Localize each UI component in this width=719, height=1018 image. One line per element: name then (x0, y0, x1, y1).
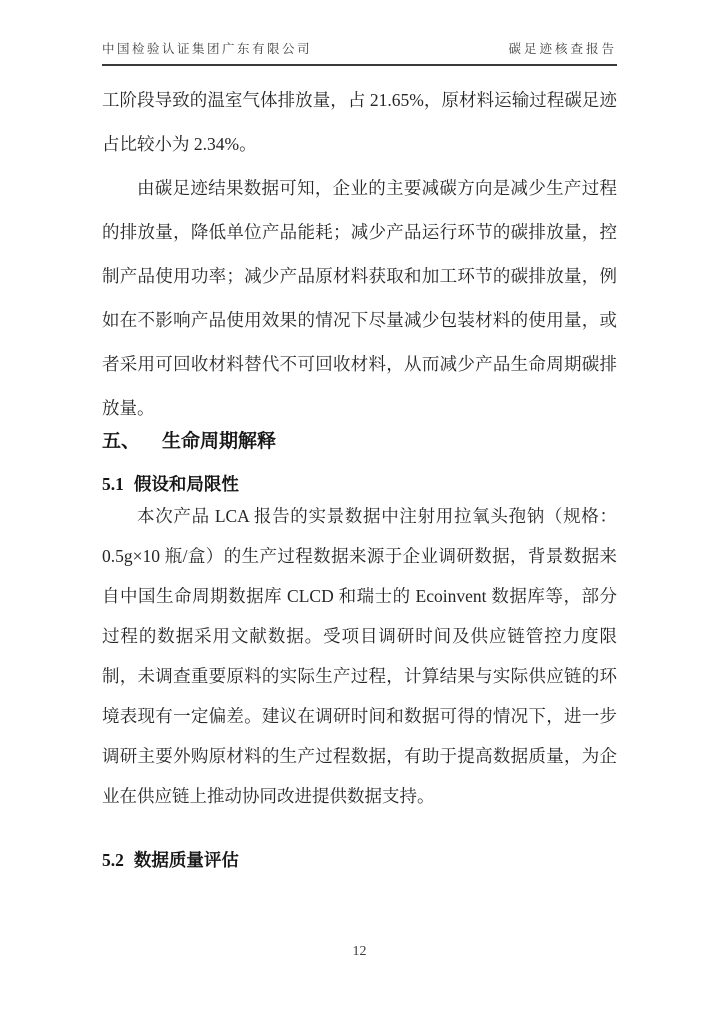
page-number: 12 (352, 944, 367, 959)
section-5-1-heading (102, 472, 617, 496)
page-header (102, 0, 617, 66)
section-5-2-number: 5.2 (102, 850, 124, 870)
header-company-name: 中国检验认证集团广东有限公司 (102, 42, 313, 56)
chapter-5-number: 五、 (102, 431, 141, 452)
paragraph-emissions-share: 工阶段导致的温室气体排放量，占 21.65%，原材料运输过程碳足迹占比较小为 2.34%。 (102, 90, 617, 154)
section-5-2-title: 数据质量评估 (133, 850, 239, 870)
section-5-2-heading (102, 848, 617, 872)
chapter-5-title: 生命周期解释 (162, 431, 277, 452)
document-body (102, 78, 617, 872)
paragraph-carbon-reduction-directions: 由碳足迹结果数据可知，企业的主要减碳方向是减少生产过程的排放量，降低单位产品能耗；减少产品运行环节的碳排放量，控制产品使用功率；减少产品原材料获取和加工环节的碳排放量，例如在不影响产品使用效果的情况下尽量减少包装材料的使用量，或者采用可回收材料替代不可回收材料，从而减少产品生命周期碳排放量。 (102, 178, 617, 418)
section-5-1-title: 假设和局限性 (133, 474, 239, 494)
page-footer (0, 944, 719, 960)
header-report-title: 碳足迹核查报告 (508, 42, 617, 56)
paragraph-assumptions-limitations: 本次产品 LCA 报告的实景数据中注射用拉氧头孢钠（规格：0.5g×10 瓶/盒）的生产过程数据来源于企业调研数据，背景数据来自中国生命周期数据库 CLCD 和瑞士的 Ecoinvent 数据库等，部分过程的数据采用文献数据。受项目调研时间及供应链管控力度限制，未调查重要原料的实际生产过程，计算结果与实际供应链的环境表现有一定偏差。建议在调研时间和数据可得的情况下，进一步调研主要外购原材料的生产过程数据，有助于提高数据质量，为企业在供应链上推动协同改进提供数据支持。 (102, 506, 617, 806)
section-5-1-number: 5.1 (102, 474, 124, 494)
chapter-5-heading (102, 430, 617, 454)
